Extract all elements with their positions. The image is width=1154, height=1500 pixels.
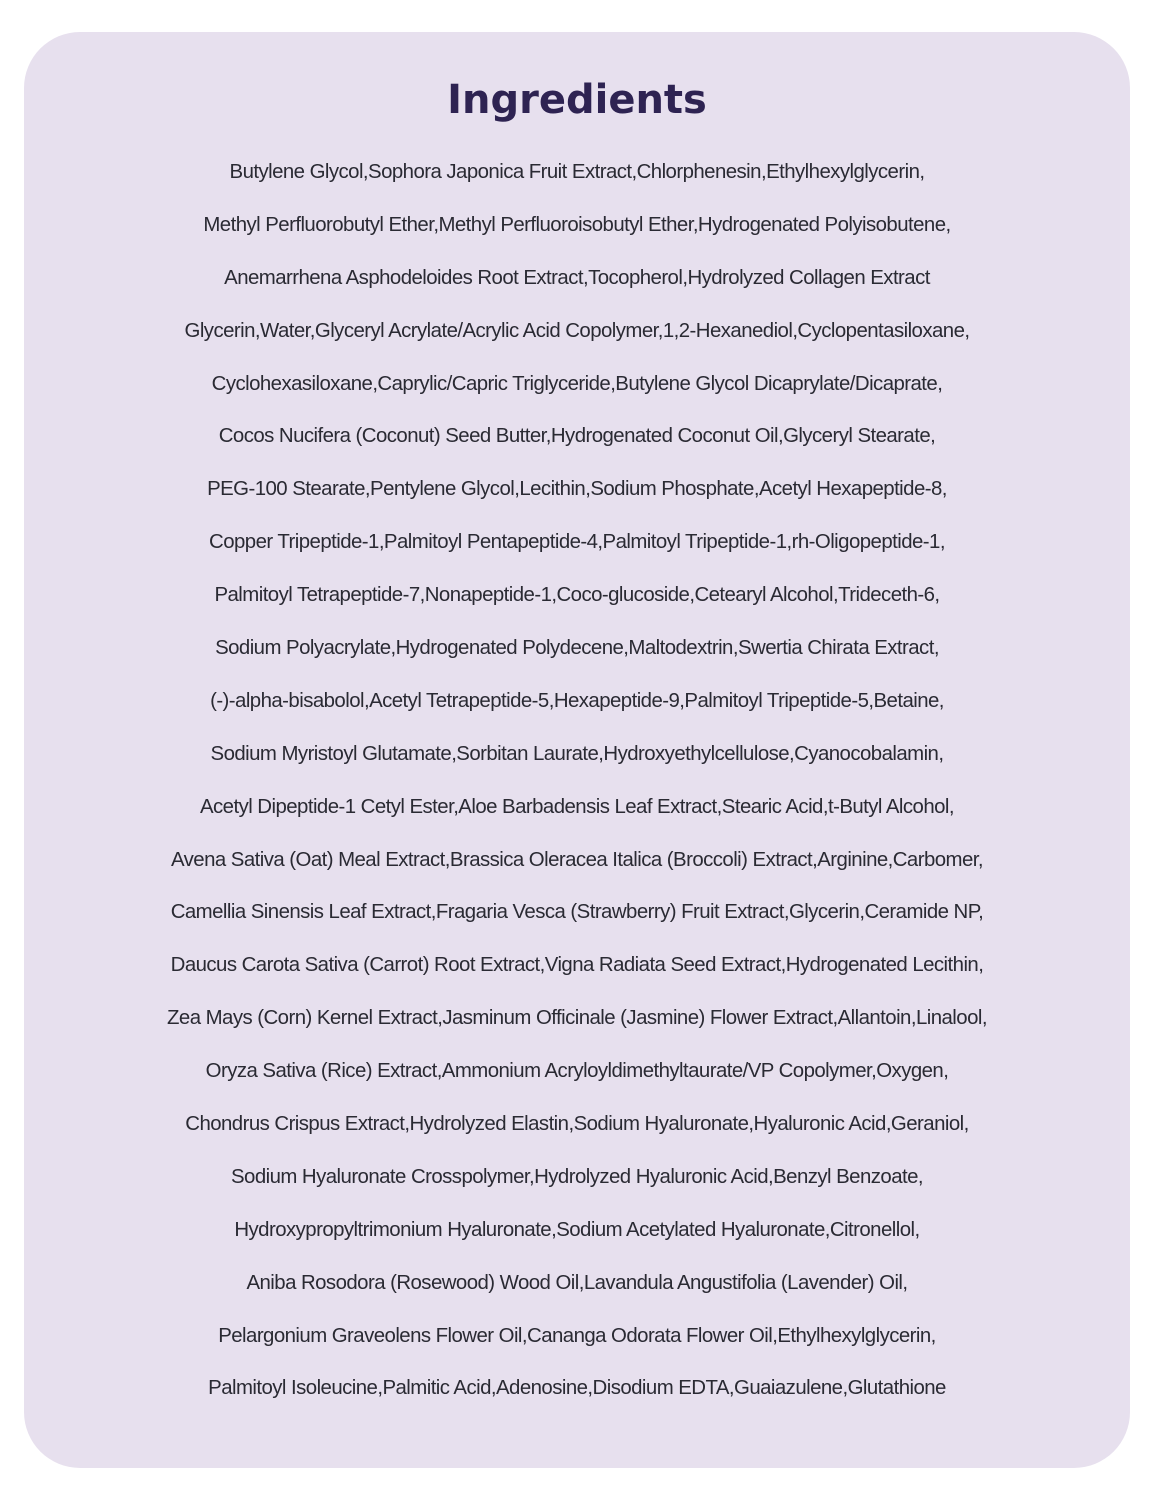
ingredient-line: Butylene Glycol,Sophora Japonica Fruit Extract,Chlorphenesin,Ethylhexylglycerin, (229, 161, 925, 183)
ingredient-line: Camellia Sinensis Leaf Extract,Fragaria Vesca (Strawberry) Fruit Extract,Glycerin,Ceramide NP, (170, 901, 984, 924)
ingredient-line: Glycerin,Water,Glyceryl Acrylate/Acrylic Acid Copolymer,1,2-Hexanediol,Cyclopentasiloxane, (184, 319, 970, 342)
ingredient-line: Sodium Polyacrylate,Hydrogenated Polydecene,Maltodextrin,Swertia Chirata Extract, (215, 637, 939, 660)
ingredient-line: Cocos Nucifera (Coconut) Seed Butter,Hydrogenated Coconut Oil,Glyceryl Stearate, (218, 425, 936, 448)
ingredient-line: Copper Tripeptide-1,Palmitoyl Pentapeptide-4,Palmitoyl Tripeptide-1,rh-Oligopeptide-1, (209, 531, 945, 554)
ingredient-line: (-)-alpha-bisabolol,Acetyl Tetrapeptide-5,Hexapeptide-9,Palmitoyl Tripeptide-5,Betaine, (210, 689, 944, 712)
ingredient-line: Anemarrhena Asphodeloides Root Extract,Tocopherol,Hydrolyzed Collagen Extract (224, 266, 930, 289)
ingredient-line: Palmitoyl Isoleucine,Palmitic Acid,Adenosine,Disodium EDTA,Guaiazulene,Glutathione (208, 1377, 946, 1400)
ingredient-line: Oryza Sativa (Rice) Extract,Ammonium Acryloyldimethyltaurate/VP Copolymer,Oxygen, (205, 1060, 949, 1083)
ingredient-line: Zea Mays (Corn) Kernel Extract,Jasminum Officinale (Jasmine) Flower Extract,Allantoin,Linalool, (167, 1007, 987, 1030)
ingredient-line: Aniba Rosodora (Rosewood) Wood Oil,Lavandula Angustifolia (Lavender) Oil, (246, 1271, 908, 1294)
ingredient-line: Methyl Perfluorobutyl Ether,Methyl Perfluoroisobutyl Ether,Hydrogenated Polyisobutene, (203, 213, 951, 236)
ingredient-line: Sodium Myristoyl Glutamate,Sorbitan Laurate,Hydroxyethylcellulose,Cyanocobalamin, (210, 742, 944, 765)
ingredient-line: Palmitoyl Tetrapeptide-7,Nonapeptide-1,Coco-glucoside,Cetearyl Alcohol,Trideceth-6, (214, 584, 940, 607)
ingredient-line: Acetyl Dipeptide-1 Cetyl Ester,Aloe Barbadensis Leaf Extract,Stearic Acid,t-Butyl Alcohol, (199, 795, 955, 818)
ingredient-line: Hydroxypropyltrimonium Hyaluronate,Sodium Acetylated Hyaluronate,Citronellol, (234, 1218, 920, 1241)
ingredient-line: PEG-100 Stearate,Pentylene Glycol,Lecithin,Sodium Phosphate,Acetyl Hexapeptide-8, (207, 478, 947, 501)
ingredient-line: Cyclohexasiloxane,Caprylic/Capric Triglyceride,Butylene Glycol Dicaprylate/Dicaprate, (211, 372, 943, 395)
ingredient-line: Chondrus Crispus Extract,Hydrolyzed Elastin,Sodium Hyaluronate,Hyaluronic Acid,Geraniol, (185, 1113, 969, 1136)
ingredient-line: Avena Sativa (Oat) Meal Extract,Brassica Oleracea Italica (Broccoli) Extract,Arginine,Carbomer, (170, 848, 984, 871)
ingredient-line: Sodium Hyaluronate Crosspolymer,Hydrolyzed Hyaluronic Acid,Benzyl Benzoate, (230, 1165, 924, 1188)
ingredient-line: Pelargonium Graveolens Flower Oil,Cananga Odorata Flower Oil,Ethylhexylglycerin, (218, 1324, 936, 1347)
ingredient-list (0, 146, 1154, 1415)
page-title: Ingredients (447, 77, 707, 123)
ingredient-line: Daucus Carota Sativa (Carrot) Root Extract,Vigna Radiata Seed Extract,Hydrogenated Lecithin, (170, 954, 984, 977)
